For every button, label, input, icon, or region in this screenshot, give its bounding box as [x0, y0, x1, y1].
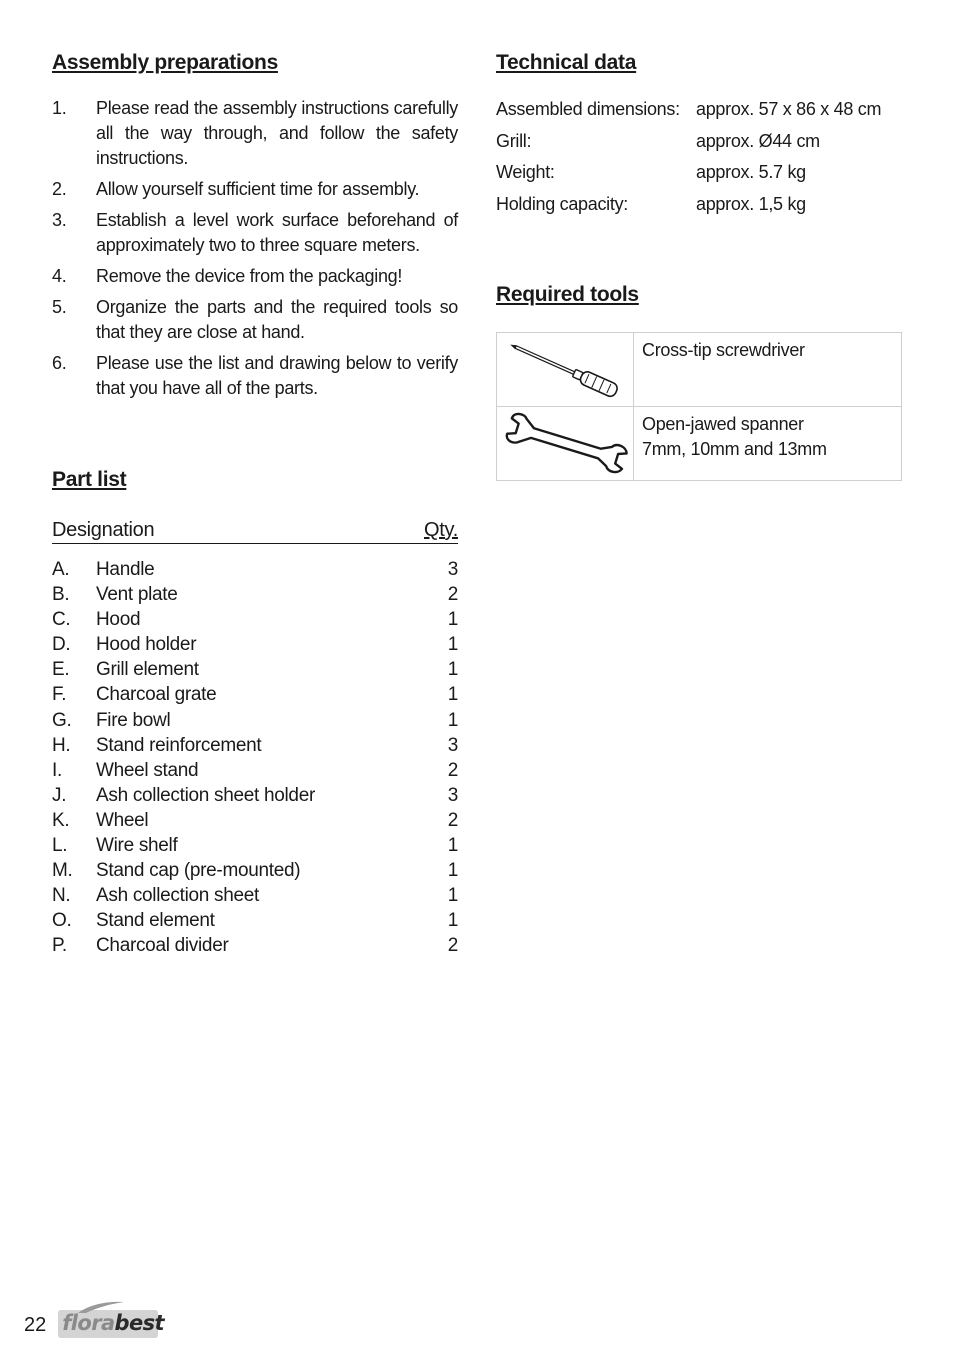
step-text: Establish a level work surface beforehand of approximately two to three square meters. — [96, 210, 458, 255]
part-name: Handle — [96, 559, 155, 580]
part-qty: 1 — [447, 835, 458, 857]
part-name: Vent plate — [96, 584, 178, 606]
part-qty: 1 — [447, 609, 458, 631]
part-letter: D. — [52, 634, 71, 656]
part-name: Wheel — [96, 809, 149, 831]
tech-label: Holding capacity: — [496, 193, 628, 214]
part-row — [52, 808, 458, 833]
part-name: Wire shelf — [96, 835, 178, 857]
tech-label: Weight: — [496, 162, 555, 182]
tech-row — [496, 128, 902, 160]
tech-row — [496, 96, 902, 128]
step-text: Organize the parts and the required tools so that they are close at hand. — [96, 297, 458, 342]
tech-label: Grill: — [496, 130, 532, 151]
logo-text — [62, 1311, 164, 1335]
step-number: 6. — [52, 353, 67, 373]
part-letter: L. — [52, 835, 68, 857]
tools-heading: Required tools — [496, 283, 639, 306]
part-letter: O. — [52, 910, 72, 932]
part-name: Stand cap (pre-mounted) — [96, 860, 301, 882]
part-row — [52, 582, 458, 607]
part-letter: I. — [52, 759, 62, 781]
technical-data — [496, 96, 902, 222]
part-letter: K. — [52, 809, 70, 831]
screwdriver-icon — [497, 333, 634, 407]
page-number: 22 — [24, 1313, 47, 1336]
assembly-heading: Assembly preparations — [52, 51, 278, 74]
assembly-step — [52, 351, 458, 401]
part-row — [52, 607, 458, 632]
tool-description — [634, 407, 902, 481]
tools-table — [496, 332, 902, 481]
part-row — [52, 708, 458, 733]
part-letter: B. — [52, 584, 70, 606]
step-number: 3. — [52, 210, 67, 230]
florabest-logo — [56, 1300, 164, 1340]
part-letter: F. — [52, 684, 67, 706]
page-footer — [24, 1300, 164, 1340]
part-name: Grill element — [96, 659, 199, 681]
part-row — [52, 858, 458, 883]
right-column — [496, 48, 902, 481]
tech-label: Assembled dimensions: — [496, 99, 680, 119]
designation-column-header: Designation — [52, 519, 155, 541]
step-number: 5. — [52, 297, 67, 317]
technical-heading: Technical data — [496, 51, 637, 74]
tool-row — [497, 333, 902, 407]
part-row — [52, 908, 458, 933]
part-name: Charcoal divider — [96, 935, 229, 957]
part-row — [52, 758, 458, 783]
part-name: Stand element — [96, 910, 215, 932]
assembly-step — [52, 177, 458, 202]
part-qty: 2 — [447, 935, 458, 957]
tech-value: approx. Ø44 cm — [696, 130, 820, 151]
step-text: Allow yourself sufficient time for assembly. — [96, 179, 420, 199]
part-qty: 3 — [447, 784, 458, 806]
part-row — [52, 783, 458, 808]
assembly-step — [52, 264, 458, 289]
part-row — [52, 557, 458, 582]
parts-list — [52, 557, 458, 959]
part-name: Hood holder — [96, 634, 197, 656]
step-number: 1. — [52, 98, 67, 118]
part-name: Fire bowl — [96, 709, 171, 731]
step-number: 4. — [52, 266, 67, 286]
tech-value: approx. 57 x 86 x 48 cm — [696, 99, 882, 119]
tool-sizes: 7mm, 10mm and 13mm — [642, 439, 827, 459]
part-qty: 2 — [447, 759, 458, 781]
part-qty: 1 — [447, 709, 458, 731]
part-letter: E. — [52, 659, 70, 681]
part-row — [52, 933, 458, 958]
step-text: Please use the list and drawing below to verify that you have all of the parts. — [96, 353, 458, 398]
tech-value: approx. 5.7 kg — [696, 162, 806, 182]
assembly-step — [52, 295, 458, 345]
partlist-heading: Part list — [52, 468, 127, 491]
qty-column-header: Qty. — [424, 519, 458, 541]
part-name: Stand reinforcement — [96, 734, 262, 756]
tool-description — [634, 333, 902, 407]
part-qty: 1 — [447, 634, 458, 656]
part-letter: H. — [52, 734, 71, 756]
part-letter: M. — [52, 860, 73, 882]
part-row — [52, 657, 458, 682]
part-row — [52, 883, 458, 908]
part-name: Hood — [96, 609, 141, 631]
assembly-steps — [52, 96, 458, 401]
part-qty: 1 — [447, 910, 458, 932]
part-qty: 1 — [447, 860, 458, 882]
part-letter: C. — [52, 609, 71, 631]
tech-row — [496, 191, 902, 223]
part-qty: 1 — [447, 659, 458, 681]
spanner-icon — [497, 407, 634, 481]
part-row — [52, 682, 458, 707]
part-qty: 3 — [447, 734, 458, 756]
logo-text-best: best — [114, 1311, 164, 1335]
step-number: 2. — [52, 179, 67, 199]
part-letter: A. — [52, 559, 70, 580]
part-name: Wheel stand — [96, 759, 199, 781]
part-row — [52, 833, 458, 858]
assembly-step — [52, 96, 458, 171]
tool-name: Cross-tip screwdriver — [642, 340, 805, 360]
tech-value: approx. 1,5 kg — [696, 193, 806, 214]
tool-row — [497, 407, 902, 481]
step-text: Remove the device from the packaging! — [96, 266, 403, 286]
part-qty: 2 — [447, 809, 458, 831]
part-letter: J. — [52, 784, 67, 806]
part-row — [52, 733, 458, 758]
tech-row — [496, 159, 902, 191]
tool-name: Open-jawed spanner — [642, 414, 804, 434]
partlist-header — [52, 517, 458, 544]
part-letter: G. — [52, 709, 72, 731]
part-name: Ash collection sheet holder — [96, 784, 315, 806]
part-name: Ash collection sheet — [96, 885, 259, 907]
part-row — [52, 632, 458, 657]
left-column — [52, 48, 458, 959]
part-qty: 1 — [447, 885, 458, 907]
step-text: Please read the assembly instructions carefully all the way through, and follow the safety instructions. — [96, 98, 458, 168]
part-qty: 1 — [447, 684, 458, 706]
part-qty: 2 — [447, 584, 458, 606]
assembly-step — [52, 208, 458, 258]
part-letter: N. — [52, 885, 71, 907]
part-qty: 3 — [447, 559, 458, 580]
part-letter: P. — [52, 935, 67, 957]
logo-text-flora: flora — [62, 1311, 115, 1335]
part-name: Charcoal grate — [96, 684, 217, 706]
